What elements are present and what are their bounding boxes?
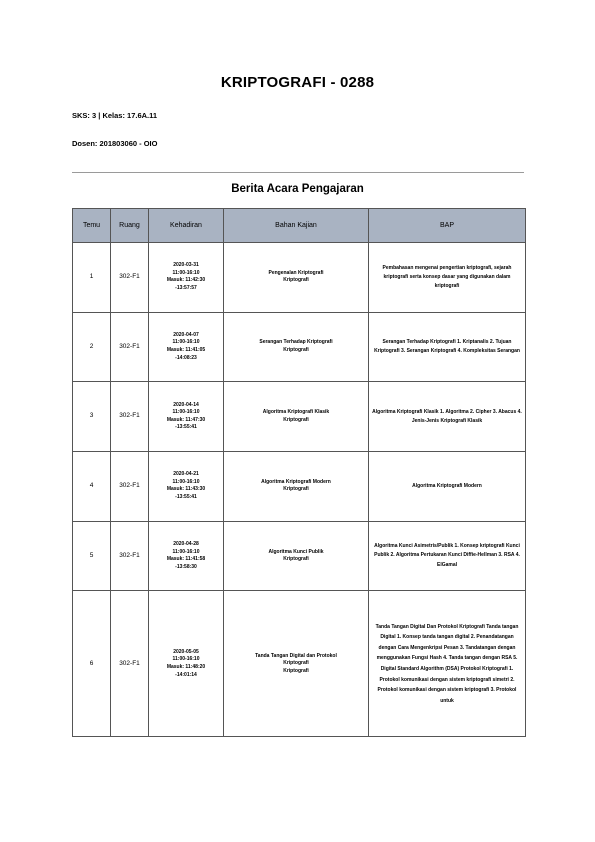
- attendance-in: Masuk: 11:41:05: [166, 347, 206, 354]
- cell-kehadiran: [149, 521, 224, 591]
- bahan-course: Kriptografi: [283, 277, 309, 284]
- bahan-topic: Algoritma Kriptografi Klasik: [262, 409, 330, 416]
- bahan-topic: Algoritma Kriptografi Modern: [261, 478, 331, 485]
- bahan-course: Kriptografi: [283, 556, 309, 563]
- cell-ruang: 302-F1: [111, 312, 149, 382]
- attendance-date: 2020-03-31: [173, 262, 199, 269]
- attendance-out: -13:57:57: [175, 284, 197, 291]
- cell-bahan-kajian: [224, 452, 369, 522]
- cell-bahan-kajian: [224, 591, 369, 737]
- cell-ruang: 302-F1: [111, 521, 149, 591]
- cell-temu: 5: [73, 521, 111, 591]
- attendance-time: 11:00-16:10: [172, 548, 200, 555]
- bahan-course: Kriptografi: [283, 416, 309, 423]
- cell-temu: 6: [73, 591, 111, 737]
- attendance-out: -13:58:30: [175, 563, 197, 570]
- attendance-in: Masuk: 11:42:30: [166, 277, 206, 284]
- cell-temu: 1: [73, 243, 111, 313]
- header-bap: BAP: [369, 209, 526, 243]
- header-bahan-kajian: Bahan Kajian: [224, 209, 369, 243]
- bahan-topic: Tanda Tangan Digital dan Protokol: [255, 652, 337, 659]
- attendance-date: 2020-05-05: [173, 648, 199, 655]
- cell-ruang: 302-F1: [111, 382, 149, 452]
- header-temu: Temu: [73, 209, 111, 243]
- cell-temu: 2: [73, 312, 111, 382]
- attendance-in: Masuk: 11:48:20: [166, 663, 206, 670]
- attendance-out: -14:08:23: [175, 354, 197, 361]
- cell-ruang: 302-F1: [111, 591, 149, 737]
- cell-bahan-kajian: [224, 382, 369, 452]
- attendance-time: 11:00-16:10: [172, 478, 200, 485]
- cell-bahan-kajian: [224, 243, 369, 313]
- table-row: [73, 312, 526, 382]
- attendance-out: -14:01:14: [175, 671, 197, 678]
- bahan-topic: Pengenalan Kriptografi: [268, 269, 324, 276]
- cell-ruang: 302-F1: [111, 243, 149, 313]
- attendance-date: 2020-04-14: [173, 401, 199, 408]
- attendance-date: 2020-04-28: [173, 540, 199, 547]
- cell-bap: Algoritma Kriptografi Klasik 1. Algoritma 2. Cipher 3. Abacus 4. Jenis-Jenis Kriptografi Klasik: [369, 382, 526, 452]
- header-ruang: Ruang: [111, 209, 149, 243]
- table-row: [73, 382, 526, 452]
- bap-table: [72, 208, 526, 737]
- bahan-course: Kriptografi: [283, 486, 309, 493]
- bahan-course: Kriptografi: [283, 667, 309, 674]
- attendance-date: 2020-04-21: [173, 471, 199, 478]
- attendance-date: 2020-04-07: [173, 331, 199, 338]
- attendance-out: -13:55:41: [175, 494, 197, 500]
- cell-bahan-kajian: [224, 312, 369, 382]
- attendance-time: 11:00-16:10: [172, 409, 200, 416]
- dosen-info: Dosen: 201803060 - OIO: [72, 139, 158, 148]
- attendance-time: 11:00-16:10: [172, 656, 200, 663]
- cell-bap: Tanda Tangan Digital Dan Protokol Kriptografi Tanda tangan Digital 1. Konsep tanda tangan digital 2. Penandatangan dengan Cara Mengenkripsi Pesan 3. Tandatangan dengan menggunakan Fungsi Hash 4. Tanda tangan dengan RSA 5. Digital Standard Algorithm (DSA) Protokol Kriptografi 1. Protokol komunikasi dengan sistem kriptografi simetri 2. Protokol komunikasi dengan sistem kriptografi 3. Protokol untuk: [369, 591, 526, 737]
- table-row: [73, 452, 526, 522]
- divider: [72, 172, 524, 173]
- bahan-course: Kriptografi: [283, 347, 309, 354]
- table-row: [73, 591, 526, 737]
- attendance-in: Masuk: 11:47:30: [166, 416, 206, 423]
- cell-bahan-kajian: [224, 521, 369, 591]
- page-title: KRIPTOGRAFI - 0288: [220, 74, 375, 91]
- cell-bap: Algoritma Kunci Asimetris/Publik 1. Konsep kriptografi Kunci Publik 2. Algoritma Pertukaran Kunci Diffie-Hellman 3. RSA 4. ElGamal: [369, 521, 526, 591]
- bahan-topic: Algoritma Kunci Publik: [268, 548, 324, 555]
- cell-temu: 3: [73, 382, 111, 452]
- attendance-time: 11:00-16:10: [172, 269, 200, 276]
- attendance-in: Masuk: 11:43:30: [166, 486, 206, 493]
- cell-bap: Pembahasan mengenai pengertian kriptografi, sejarah kriptografi serta konsep dasar yang digunakan dalam kriptografi: [369, 243, 526, 313]
- table-header-row: [73, 209, 526, 243]
- cell-bap: Serangan Terhadap Kriptografi 1. Kriptanalis 2. Tujuan Kriptografi 3. Serangan Kriptografi 4. Kompleksitas Serangan: [369, 312, 526, 382]
- cell-kehadiran: [149, 312, 224, 382]
- cell-kehadiran: [149, 382, 224, 452]
- section-title: Berita Acara Pengajaran: [231, 183, 364, 195]
- sks-kelas-info: SKS: 3 | Kelas: 17.6A.11: [72, 111, 158, 120]
- bahan-topic: Serangan Terhadap Kriptografi: [259, 339, 333, 346]
- cell-temu: 4: [73, 452, 111, 522]
- cell-ruang: 302-F1: [111, 452, 149, 522]
- bahan-course: Kriptografi: [283, 660, 309, 667]
- table-row: [73, 521, 526, 591]
- cell-kehadiran: [149, 591, 224, 737]
- attendance-in: Masuk: 11:41:58: [166, 556, 206, 563]
- attendance-out: -13:55:41: [175, 424, 197, 431]
- header-kehadiran: Kehadiran: [149, 209, 224, 243]
- table-row: [73, 243, 526, 313]
- attendance-time: 11:00-16:10: [172, 339, 200, 346]
- cell-kehadiran: [149, 452, 224, 522]
- cell-bap: Algoritma Kriptografi Modern: [369, 452, 526, 522]
- cell-kehadiran: [149, 243, 224, 313]
